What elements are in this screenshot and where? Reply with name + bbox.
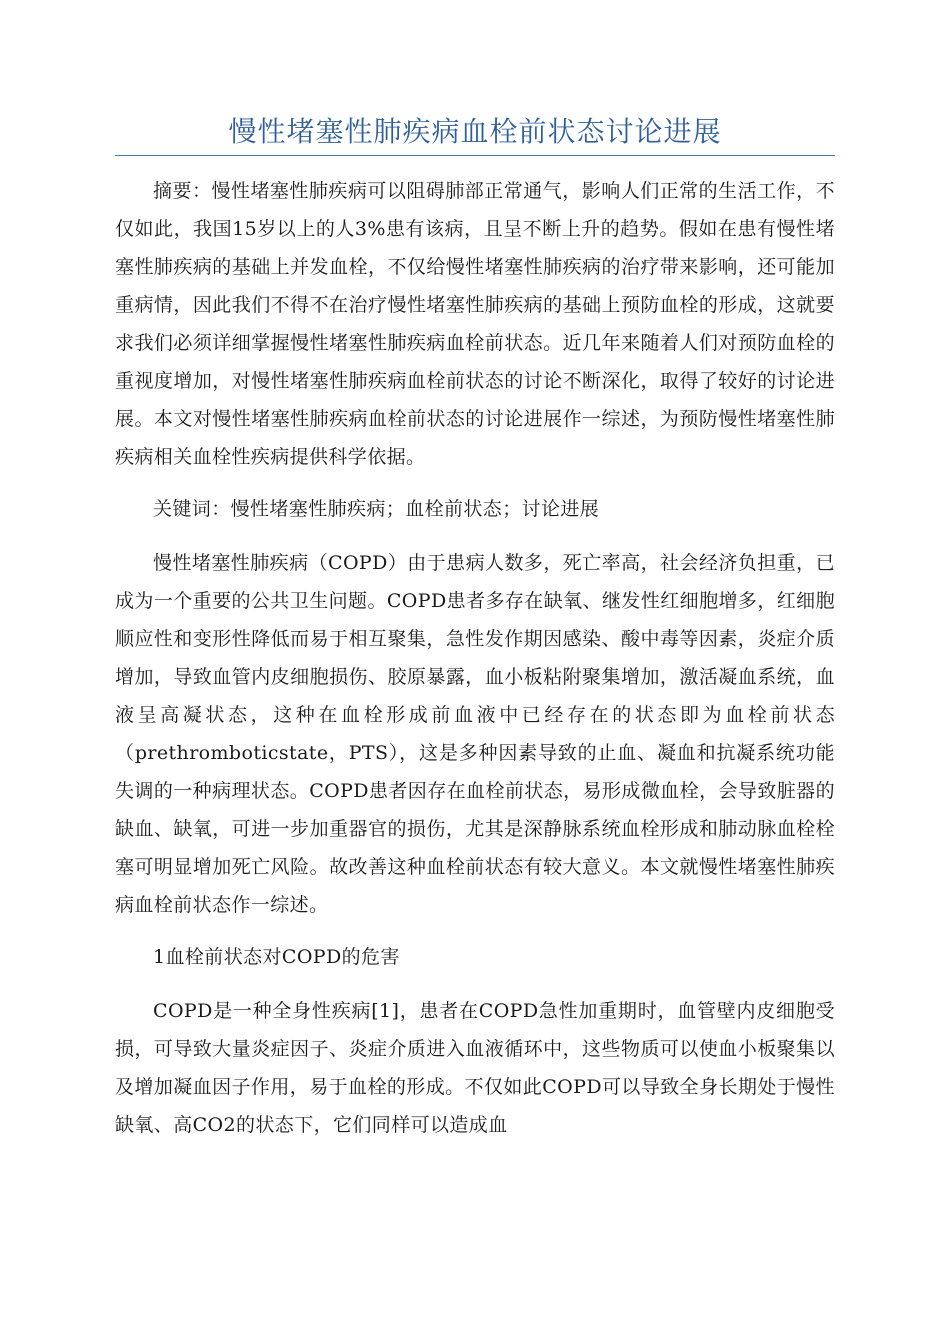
keywords-paragraph: 关键词：慢性堵塞性肺疾病；血栓前状态；讨论进展 xyxy=(153,498,600,520)
section-paragraph: COPD是一种全身性疾病[1]，患者在COPD急性加重期时，血管壁内皮细胞受损，可导致大量炎症因子、炎症介质进入血液循环中，这些物质可以使血小板聚集以及增加凝血因子作用，易于血栓的形成。不仅如此COPD可以导致全身长期处于慢性缺氧、高CO2的状态下，它们同样可以造成血 xyxy=(115,1000,835,1136)
abstract-paragraph: 摘要：慢性堵塞性肺疾病可以阻碍肺部正常通气，影响人们正常的生活工作，不仅如此，我国15岁以上的人3%患有该病，且呈不断上升的趋势。假如在患有慢性堵塞性肺疾病的基础上并发血栓，不仅给慢性堵塞性肺疾病的治疗带来影响，还可能加重病情，因此我们不得不在治疗慢性堵塞性肺疾病的基础上预防血栓的形成，这就要求我们必须详细掌握慢性堵塞性肺疾病血栓前状态。近几年来随着人们对预防血栓的重视度增加，对慢性堵塞性肺疾病血栓前状态的讨论不断深化，取得了较好的讨论进展。本文对慢性堵塞性肺疾病血栓前状态的讨论进展作一综述，为预防慢性堵塞性肺疾病相关血栓性疾病提供科学依据。 xyxy=(115,180,835,468)
intro-paragraph: 慢性堵塞性肺疾病（COPD）由于患病人数多，死亡率高，社会经济负担重，已成为一个重要的公共卫生问题。COPD患者多存在缺氧、继发性红细胞增多，红细胞顺应性和变形性降低而易于相互聚集，急性发作期因感染、酸中毒等因素，炎症介质增加，导致血管内皮细胞损伤、胶原暴露，血小板粘附聚集增加，激活凝血系统，血液呈高凝状态，这种在血栓形成前血液中已经存在的状态即为血栓前状态（prethromboticstate，PTS），这是多种因素导致的止血、凝血和抗凝系统功能失调的一种病理状态。COPD患者因存在血栓前状态，易形成微血栓，会导致脏器的缺血、缺氧，可进一步加重器官的损伤，尤其是深静脉系统血栓形成和肺动脉血栓栓塞可明显增加死亡风险。故改善这种血栓前状态有较大意义。本文就慢性堵塞性肺疾病血栓前状态作一综述。 xyxy=(115,552,835,916)
title-underline xyxy=(115,155,835,156)
section-heading: 1血栓前状态对COPD的危害 xyxy=(153,946,400,968)
document-title: 慢性堵塞性肺疾病血栓前状态讨论进展 xyxy=(228,115,722,148)
document-body xyxy=(115,170,835,1158)
